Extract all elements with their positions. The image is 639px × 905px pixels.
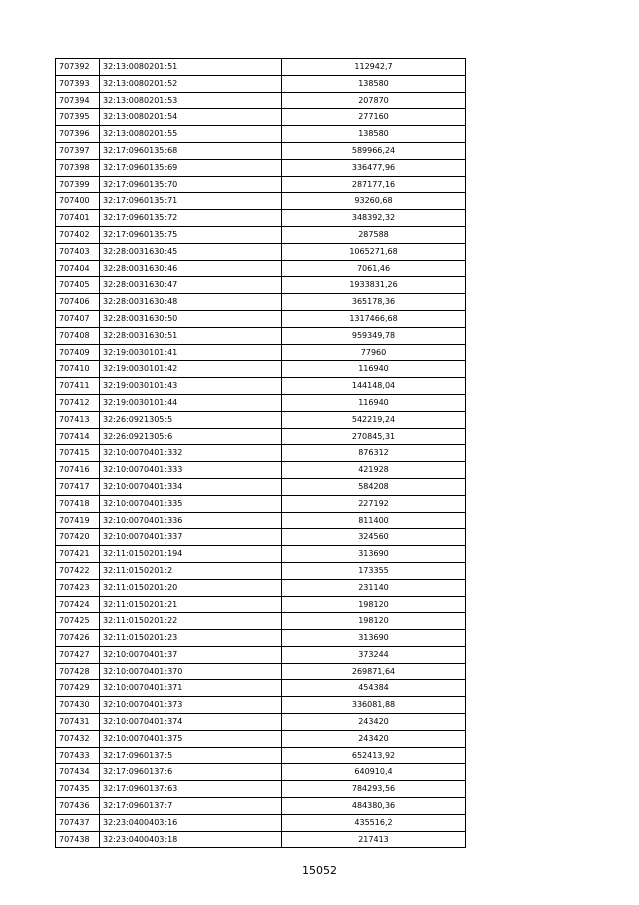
- cadastral-number-cell: 32:17:0960135:75: [100, 226, 282, 243]
- cadastral-number-cell: 32:17:0960135:70: [100, 176, 282, 193]
- row-id-cell: 707402: [56, 226, 100, 243]
- row-id-cell: 707408: [56, 327, 100, 344]
- cadastral-number-cell: 32:19:0030101:41: [100, 344, 282, 361]
- cadastral-number-cell: 32:13:0080201:53: [100, 92, 282, 109]
- row-id-cell: 707421: [56, 546, 100, 563]
- cadastral-number-cell: 32:13:0080201:54: [100, 109, 282, 126]
- row-id-cell: 707394: [56, 92, 100, 109]
- table-row: [56, 428, 466, 445]
- cadastral-number-cell: 32:10:0070401:337: [100, 529, 282, 546]
- table-row: [56, 714, 466, 731]
- value-cell: 144148,04: [282, 378, 466, 395]
- row-id-cell: 707414: [56, 428, 100, 445]
- value-cell: 584208: [282, 478, 466, 495]
- value-cell: 138580: [282, 75, 466, 92]
- table-row: [56, 562, 466, 579]
- table-row: [56, 529, 466, 546]
- cadastral-number-cell: 32:13:0080201:51: [100, 59, 282, 76]
- table-row: [56, 193, 466, 210]
- row-id-cell: 707405: [56, 277, 100, 294]
- row-id-cell: 707431: [56, 714, 100, 731]
- cadastral-number-cell: 32:10:0070401:37: [100, 646, 282, 663]
- table-row: [56, 613, 466, 630]
- cadastral-number-cell: 32:19:0030101:42: [100, 361, 282, 378]
- value-cell: 336081,88: [282, 697, 466, 714]
- cadastral-number-cell: 32:10:0070401:336: [100, 512, 282, 529]
- cadastral-number-cell: 32:10:0070401:373: [100, 697, 282, 714]
- row-id-cell: 707438: [56, 831, 100, 848]
- row-id-cell: 707428: [56, 663, 100, 680]
- value-cell: 435516,2: [282, 814, 466, 831]
- table-row: [56, 260, 466, 277]
- value-cell: 207870: [282, 92, 466, 109]
- row-id-cell: 707432: [56, 730, 100, 747]
- row-id-cell: 707436: [56, 798, 100, 815]
- table-row: [56, 226, 466, 243]
- table-row: [56, 512, 466, 529]
- value-cell: 313690: [282, 630, 466, 647]
- cadastral-number-cell: 32:10:0070401:334: [100, 478, 282, 495]
- table-row: [56, 747, 466, 764]
- cadastral-number-cell: 32:17:0960135:69: [100, 159, 282, 176]
- row-id-cell: 707434: [56, 764, 100, 781]
- value-cell: 324560: [282, 529, 466, 546]
- table-row: [56, 495, 466, 512]
- value-cell: 7061,46: [282, 260, 466, 277]
- table-row: [56, 764, 466, 781]
- row-id-cell: 707437: [56, 814, 100, 831]
- row-id-cell: 707407: [56, 310, 100, 327]
- value-cell: 640910,4: [282, 764, 466, 781]
- cadastral-number-cell: 32:23:0400403:18: [100, 831, 282, 848]
- row-id-cell: 707417: [56, 478, 100, 495]
- value-cell: 336477,96: [282, 159, 466, 176]
- value-cell: 173355: [282, 562, 466, 579]
- row-id-cell: 707424: [56, 596, 100, 613]
- table-row: [56, 798, 466, 815]
- row-id-cell: 707422: [56, 562, 100, 579]
- table-row: [56, 630, 466, 647]
- cadastral-number-cell: 32:17:0960135:68: [100, 142, 282, 159]
- table-row: [56, 680, 466, 697]
- value-cell: 365178,36: [282, 294, 466, 311]
- row-id-cell: 707395: [56, 109, 100, 126]
- row-id-cell: 707392: [56, 59, 100, 76]
- cadastral-number-cell: 32:11:0150201:194: [100, 546, 282, 563]
- table-row: [56, 646, 466, 663]
- cadastral-number-cell: 32:13:0080201:52: [100, 75, 282, 92]
- cadastral-number-cell: 32:17:0960137:6: [100, 764, 282, 781]
- value-cell: 270845,31: [282, 428, 466, 445]
- cadastral-number-cell: 32:28:0031630:45: [100, 243, 282, 260]
- row-id-cell: 707412: [56, 394, 100, 411]
- row-id-cell: 707415: [56, 445, 100, 462]
- row-id-cell: 707404: [56, 260, 100, 277]
- value-cell: 93260,68: [282, 193, 466, 210]
- value-cell: 1317466,68: [282, 310, 466, 327]
- table-row: [56, 478, 466, 495]
- row-id-cell: 707398: [56, 159, 100, 176]
- value-cell: 116940: [282, 361, 466, 378]
- value-cell: 1933831,26: [282, 277, 466, 294]
- cadastral-number-cell: 32:10:0070401:335: [100, 495, 282, 512]
- value-cell: 217413: [282, 831, 466, 848]
- cadastral-number-cell: 32:10:0070401:375: [100, 730, 282, 747]
- table-row: [56, 546, 466, 563]
- value-cell: 112942,7: [282, 59, 466, 76]
- cadastral-number-cell: 32:17:0960135:72: [100, 210, 282, 227]
- row-id-cell: 707430: [56, 697, 100, 714]
- cadastral-number-cell: 32:28:0031630:48: [100, 294, 282, 311]
- cadastral-number-cell: 32:17:0960135:71: [100, 193, 282, 210]
- table-row: [56, 176, 466, 193]
- table-row: [56, 831, 466, 848]
- row-id-cell: 707427: [56, 646, 100, 663]
- value-cell: 484380,36: [282, 798, 466, 815]
- value-cell: 1065271,68: [282, 243, 466, 260]
- cadastral-number-cell: 32:17:0960137:5: [100, 747, 282, 764]
- cadastral-number-cell: 32:10:0070401:333: [100, 462, 282, 479]
- row-id-cell: 707403: [56, 243, 100, 260]
- table-row: [56, 310, 466, 327]
- row-id-cell: 707413: [56, 411, 100, 428]
- cadastral-number-cell: 32:13:0080201:55: [100, 126, 282, 143]
- value-cell: 277160: [282, 109, 466, 126]
- cadastral-number-cell: 32:28:0031630:47: [100, 277, 282, 294]
- value-cell: 313690: [282, 546, 466, 563]
- page-number: 15052: [302, 864, 337, 877]
- cadastral-number-cell: 32:11:0150201:2: [100, 562, 282, 579]
- value-cell: 231140: [282, 579, 466, 596]
- cadastral-number-cell: 32:10:0070401:332: [100, 445, 282, 462]
- cadastral-number-cell: 32:28:0031630:50: [100, 310, 282, 327]
- table-row: [56, 394, 466, 411]
- table-body: [56, 59, 466, 848]
- cadastral-number-cell: 32:11:0150201:23: [100, 630, 282, 647]
- row-id-cell: 707423: [56, 579, 100, 596]
- table-row: [56, 243, 466, 260]
- table-row: [56, 814, 466, 831]
- row-id-cell: 707406: [56, 294, 100, 311]
- table-row: [56, 109, 466, 126]
- value-cell: 652413,92: [282, 747, 466, 764]
- row-id-cell: 707409: [56, 344, 100, 361]
- table-row: [56, 730, 466, 747]
- table-row: [56, 378, 466, 395]
- value-cell: 287588: [282, 226, 466, 243]
- cadastral-number-cell: 32:17:0960137:63: [100, 781, 282, 798]
- table-row: [56, 697, 466, 714]
- table-row: [56, 159, 466, 176]
- table-row: [56, 210, 466, 227]
- table-row: [56, 126, 466, 143]
- data-table: [55, 58, 466, 848]
- value-cell: 77960: [282, 344, 466, 361]
- row-id-cell: 707393: [56, 75, 100, 92]
- table-row: [56, 92, 466, 109]
- table-row: [56, 142, 466, 159]
- table-row: [56, 596, 466, 613]
- row-id-cell: 707420: [56, 529, 100, 546]
- cadastral-number-cell: 32:10:0070401:370: [100, 663, 282, 680]
- table-row: [56, 361, 466, 378]
- row-id-cell: 707433: [56, 747, 100, 764]
- cadastral-number-cell: 32:19:0030101:44: [100, 394, 282, 411]
- value-cell: 116940: [282, 394, 466, 411]
- cadastral-number-cell: 32:11:0150201:22: [100, 613, 282, 630]
- value-cell: 421928: [282, 462, 466, 479]
- table-row: [56, 277, 466, 294]
- value-cell: 784293,56: [282, 781, 466, 798]
- cadastral-number-cell: 32:10:0070401:374: [100, 714, 282, 731]
- row-id-cell: 707396: [56, 126, 100, 143]
- table-row: [56, 344, 466, 361]
- table-row: [56, 59, 466, 76]
- row-id-cell: 707397: [56, 142, 100, 159]
- table-row: [56, 579, 466, 596]
- value-cell: 589966,24: [282, 142, 466, 159]
- table-row: [56, 75, 466, 92]
- row-id-cell: 707410: [56, 361, 100, 378]
- cadastral-number-cell: 32:10:0070401:371: [100, 680, 282, 697]
- cadastral-number-cell: 32:11:0150201:20: [100, 579, 282, 596]
- row-id-cell: 707411: [56, 378, 100, 395]
- value-cell: 138580: [282, 126, 466, 143]
- cadastral-number-cell: 32:17:0960137:7: [100, 798, 282, 815]
- row-id-cell: 707401: [56, 210, 100, 227]
- cadastral-number-cell: 32:28:0031630:46: [100, 260, 282, 277]
- row-id-cell: 707418: [56, 495, 100, 512]
- table-row: [56, 663, 466, 680]
- value-cell: 227192: [282, 495, 466, 512]
- table-row: [56, 294, 466, 311]
- cadastral-number-cell: 32:19:0030101:43: [100, 378, 282, 395]
- value-cell: 811400: [282, 512, 466, 529]
- value-cell: 454384: [282, 680, 466, 697]
- cadastral-number-cell: 32:26:0921305:5: [100, 411, 282, 428]
- value-cell: 373244: [282, 646, 466, 663]
- value-cell: 243420: [282, 714, 466, 731]
- cadastral-number-cell: 32:28:0031630:51: [100, 327, 282, 344]
- value-cell: 348392,32: [282, 210, 466, 227]
- value-cell: 269871,64: [282, 663, 466, 680]
- table-row: [56, 327, 466, 344]
- table-row: [56, 781, 466, 798]
- value-cell: 876312: [282, 445, 466, 462]
- table-row: [56, 411, 466, 428]
- row-id-cell: 707429: [56, 680, 100, 697]
- table-row: [56, 462, 466, 479]
- cadastral-number-cell: 32:11:0150201:21: [100, 596, 282, 613]
- value-cell: 198120: [282, 613, 466, 630]
- row-id-cell: 707400: [56, 193, 100, 210]
- row-id-cell: 707419: [56, 512, 100, 529]
- row-id-cell: 707399: [56, 176, 100, 193]
- value-cell: 198120: [282, 596, 466, 613]
- cadastral-number-cell: 32:26:0921305:6: [100, 428, 282, 445]
- value-cell: 542219,24: [282, 411, 466, 428]
- table-row: [56, 445, 466, 462]
- cadastral-number-cell: 32:23:0400403:16: [100, 814, 282, 831]
- row-id-cell: 707435: [56, 781, 100, 798]
- value-cell: 243420: [282, 730, 466, 747]
- value-cell: 287177,16: [282, 176, 466, 193]
- row-id-cell: 707425: [56, 613, 100, 630]
- row-id-cell: 707416: [56, 462, 100, 479]
- row-id-cell: 707426: [56, 630, 100, 647]
- value-cell: 959349,78: [282, 327, 466, 344]
